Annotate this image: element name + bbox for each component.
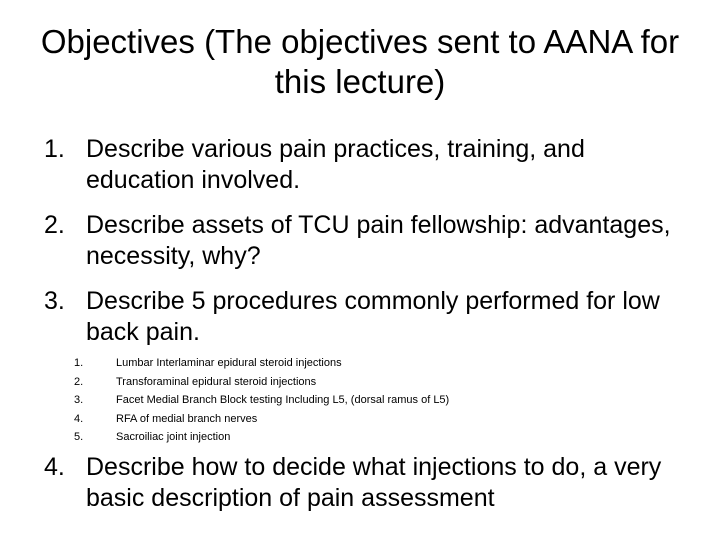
objective-number: 1. [44,135,65,163]
procedure-number: 5. [74,431,84,444]
procedure-text: Facet Medial Branch Block testing Including L5, (dorsal ramus of L5) [116,394,450,407]
procedure-text: Transforaminal epidural steroid injections [116,375,317,388]
procedure-number: 3. [74,394,84,407]
objective-item [44,210,686,272]
procedure-number: 4. [74,412,84,425]
objective-item [44,134,686,196]
objective-text: Describe how to decide what injections to do, a very basic description of pain assessment [86,453,662,512]
procedure-number: 2. [74,375,84,388]
procedure-text: Lumbar Interlaminar epidural steroid injections [116,357,342,369]
objective-item [44,286,686,348]
procedure-text: Sacroiliac joint injection [116,431,231,444]
slide-title: Objectives (The objectives sent to AANA for this lecture) [40,23,680,100]
objective-text: Describe assets of TCU pain fellowship: advantages, necessity, why? [86,211,671,270]
procedure-text: RFA of medial branch nerves [116,412,258,425]
procedure-number: 1. [74,357,84,369]
objective-text: Describe 5 procedures commonly performed for low back pain. [86,287,660,346]
objective-number: 3. [44,287,65,315]
objective-number: 2. [44,211,65,239]
objective-item [44,452,686,514]
objective-text: Describe various pain practices, training, and education involved. [86,135,585,194]
objective-number: 4. [44,453,65,481]
